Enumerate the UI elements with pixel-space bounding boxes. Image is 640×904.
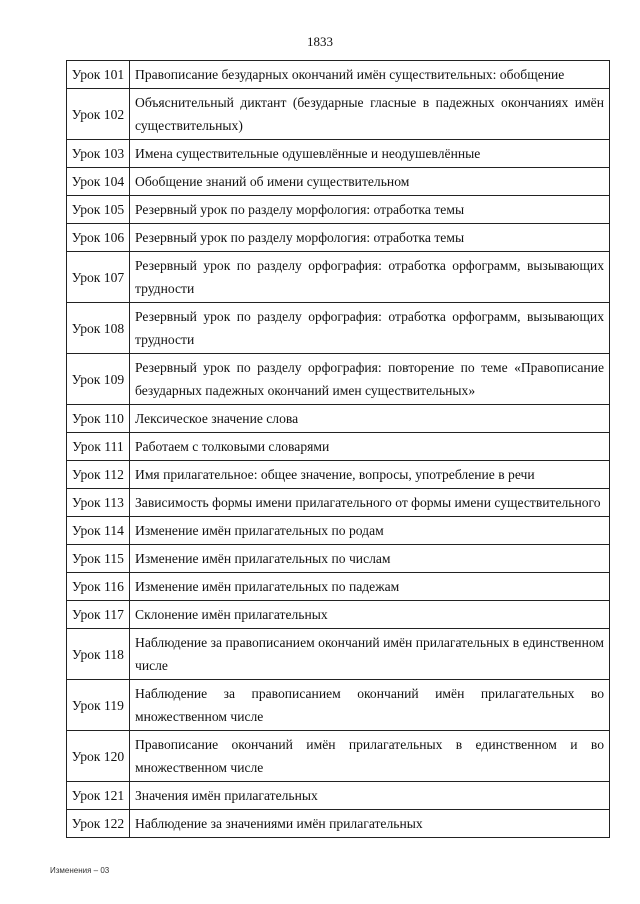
table-row xyxy=(67,517,610,545)
table-row xyxy=(67,573,610,601)
table-row xyxy=(67,433,610,461)
lesson-table xyxy=(66,60,610,838)
table-row xyxy=(67,252,610,303)
table-row xyxy=(67,140,610,168)
lesson-number: Урок 117 xyxy=(67,601,130,629)
table-row xyxy=(67,61,610,89)
table-row xyxy=(67,303,610,354)
lesson-topic: Наблюдение за правописанием окончаний имён прилагательных во множественном числе xyxy=(130,680,610,731)
lesson-number: Урок 116 xyxy=(67,573,130,601)
lesson-topic: Зависимость формы имени прилагательного от формы имени существительного xyxy=(130,489,610,517)
table-row xyxy=(67,224,610,252)
lesson-topic: Изменение имён прилагательных по падежам xyxy=(130,573,610,601)
lesson-topic: Склонение имён прилагательных xyxy=(130,601,610,629)
lesson-number: Урок 101 xyxy=(67,61,130,89)
lesson-number: Урок 105 xyxy=(67,196,130,224)
table-row xyxy=(67,545,610,573)
table-row xyxy=(67,461,610,489)
table-row xyxy=(67,810,610,838)
lesson-topic: Изменение имён прилагательных по родам xyxy=(130,517,610,545)
lesson-topic: Резервный урок по разделу морфология: отработка темы xyxy=(130,224,610,252)
lesson-number: Урок 110 xyxy=(67,405,130,433)
lesson-number: Урок 112 xyxy=(67,461,130,489)
table-row xyxy=(67,782,610,810)
lesson-topic: Имена существительные одушевлённые и неодушевлённые xyxy=(130,140,610,168)
lesson-topic: Резервный урок по разделу орфография: отработка орфограмм, вызывающих трудности xyxy=(130,252,610,303)
lesson-topic: Наблюдение за правописанием окончаний имён прилагательных в единственном числе xyxy=(130,629,610,680)
lesson-number: Урок 103 xyxy=(67,140,130,168)
lesson-topic: Резервный урок по разделу орфография: повторение по теме «Правописание безударных падежных окончаний имен существительных» xyxy=(130,354,610,405)
lesson-topic: Имя прилагательное: общее значение, вопросы, употребление в речи xyxy=(130,461,610,489)
table-row xyxy=(67,731,610,782)
lesson-number: Урок 108 xyxy=(67,303,130,354)
table-row xyxy=(67,405,610,433)
lesson-number: Урок 104 xyxy=(67,168,130,196)
lesson-topic: Объяснительный диктант (безударные гласные в падежных окончаниях имён существительных) xyxy=(130,89,610,140)
lesson-topic: Значения имён прилагательных xyxy=(130,782,610,810)
lesson-number: Урок 122 xyxy=(67,810,130,838)
lesson-topic: Резервный урок по разделу морфология: отработка темы xyxy=(130,196,610,224)
lesson-topic: Изменение имён прилагательных по числам xyxy=(130,545,610,573)
lesson-number: Урок 113 xyxy=(67,489,130,517)
lesson-number: Урок 119 xyxy=(67,680,130,731)
table-row xyxy=(67,629,610,680)
table-row xyxy=(67,89,610,140)
lesson-number: Урок 111 xyxy=(67,433,130,461)
lesson-number: Урок 114 xyxy=(67,517,130,545)
lesson-number: Урок 107 xyxy=(67,252,130,303)
table-row xyxy=(67,196,610,224)
lesson-number: Урок 115 xyxy=(67,545,130,573)
lesson-topic: Резервный урок по разделу орфография: отработка орфограмм, вызывающих трудности xyxy=(130,303,610,354)
lesson-topic: Правописание окончаний имён прилагательных в единственном и во множественном числе xyxy=(130,731,610,782)
lesson-number: Урок 121 xyxy=(67,782,130,810)
lesson-topic: Работаем с толковыми словарями xyxy=(130,433,610,461)
table-row xyxy=(67,354,610,405)
lesson-topic: Лексическое значение слова xyxy=(130,405,610,433)
lesson-topic: Обобщение знаний об имени существительном xyxy=(130,168,610,196)
footer-note: Изменения – 03 xyxy=(50,866,110,875)
table-row xyxy=(67,601,610,629)
lesson-number: Урок 118 xyxy=(67,629,130,680)
lesson-number: Урок 109 xyxy=(67,354,130,405)
lesson-number: Урок 120 xyxy=(67,731,130,782)
lesson-number: Урок 106 xyxy=(67,224,130,252)
lesson-number: Урок 102 xyxy=(67,89,130,140)
table-row xyxy=(67,489,610,517)
page-number: 1833 xyxy=(307,34,333,49)
lesson-topic: Правописание безударных окончаний имён существительных: обобщение xyxy=(130,61,610,89)
table-row xyxy=(67,168,610,196)
table-row xyxy=(67,680,610,731)
lesson-topic: Наблюдение за значениями имён прилагательных xyxy=(130,810,610,838)
